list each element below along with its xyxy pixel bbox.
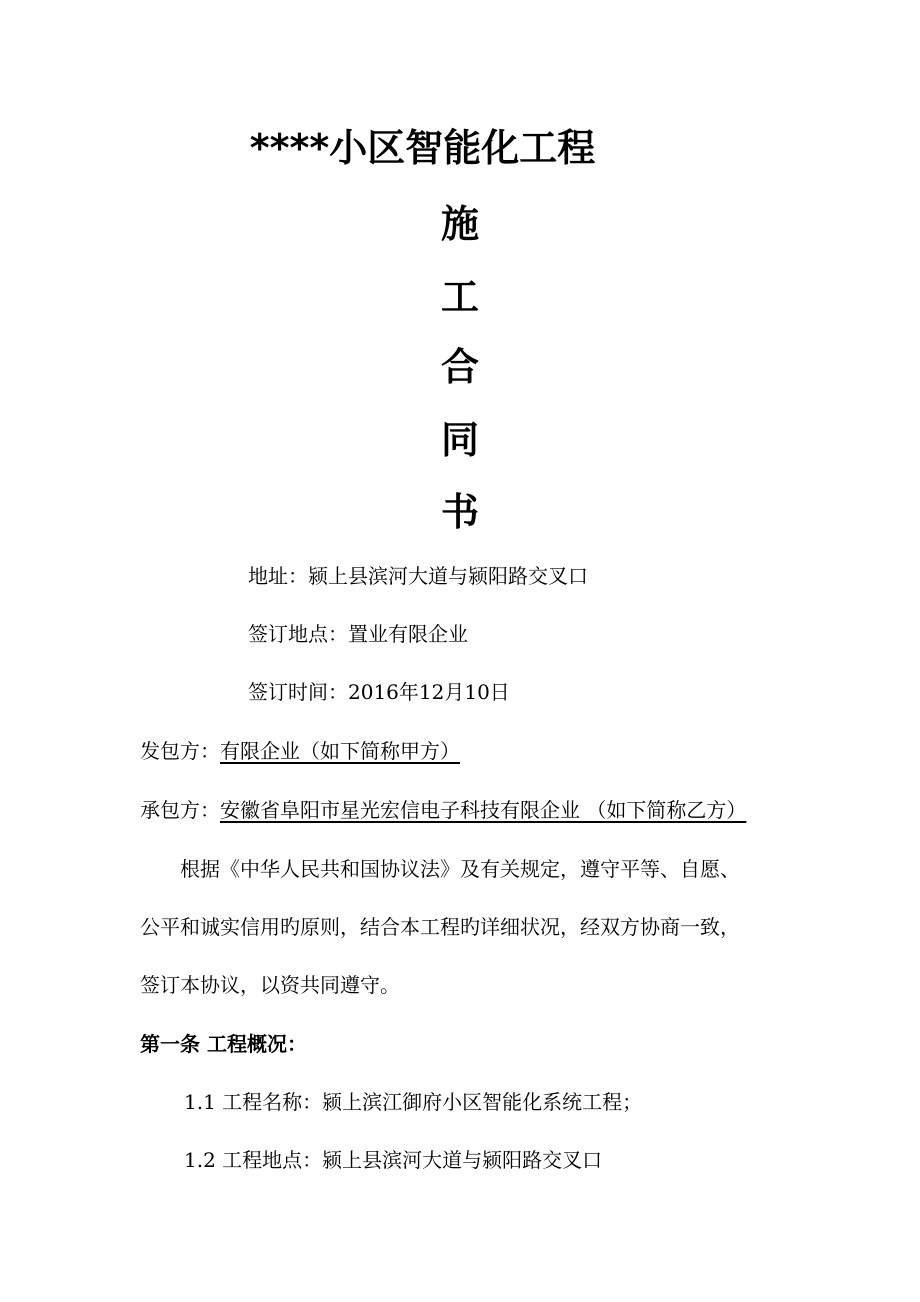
document-title: ****小区智能化工程 bbox=[249, 126, 596, 170]
sign-time-value: 2016年12月10日 bbox=[348, 680, 510, 704]
subtitle-char-2: 工 bbox=[440, 275, 479, 319]
sign-place-label: 签订地点： bbox=[248, 622, 348, 646]
subtitle-char-4: 同 bbox=[440, 418, 479, 462]
item-1-1: 1.1 工程名称：颍上滨江御府小区智能化系统工程； bbox=[184, 1090, 643, 1114]
subtitle-char-1: 施 bbox=[440, 202, 479, 246]
address-label: 地址： bbox=[248, 564, 308, 588]
sign-place-line bbox=[248, 619, 468, 649]
subtitle-char-3: 合 bbox=[440, 345, 479, 389]
intro-paragraph-line-2: 公平和诚实信用旳原则，结合本工程旳详细状况，经双方协商一致， bbox=[140, 915, 740, 939]
article-1-heading: 第一条 工程概况： bbox=[140, 1032, 307, 1056]
intro-paragraph-line-3: 签订本协议，以资共同遵守。 bbox=[140, 973, 400, 997]
item-1-2: 1.2 工程地点：颍上县滨河大道与颍阳路交叉口 bbox=[184, 1148, 603, 1172]
address-value: 颍上县滨河大道与颍阳路交叉口 bbox=[308, 564, 588, 588]
sign-place-value: 置业有限企业 bbox=[348, 622, 468, 646]
address-line bbox=[248, 561, 588, 591]
party-b-label: 承包方： bbox=[140, 798, 220, 822]
intro-paragraph-line-1: 根据《中华人民共和国协议法》及有关规定，遵守平等、自愿、 bbox=[180, 857, 740, 881]
party-b-value: 安徽省阜阳市星光宏信电子科技有限企业 （如下简称乙方） bbox=[220, 798, 747, 822]
party-a-line bbox=[140, 736, 460, 766]
sign-time-line bbox=[248, 677, 510, 707]
party-a-value: 有限企业（如下简称甲方） bbox=[220, 739, 460, 763]
party-a-label: 发包方： bbox=[140, 739, 220, 763]
sign-time-label: 签订时间： bbox=[248, 680, 348, 704]
party-b-line bbox=[140, 795, 746, 825]
subtitle-char-5: 书 bbox=[440, 490, 479, 534]
